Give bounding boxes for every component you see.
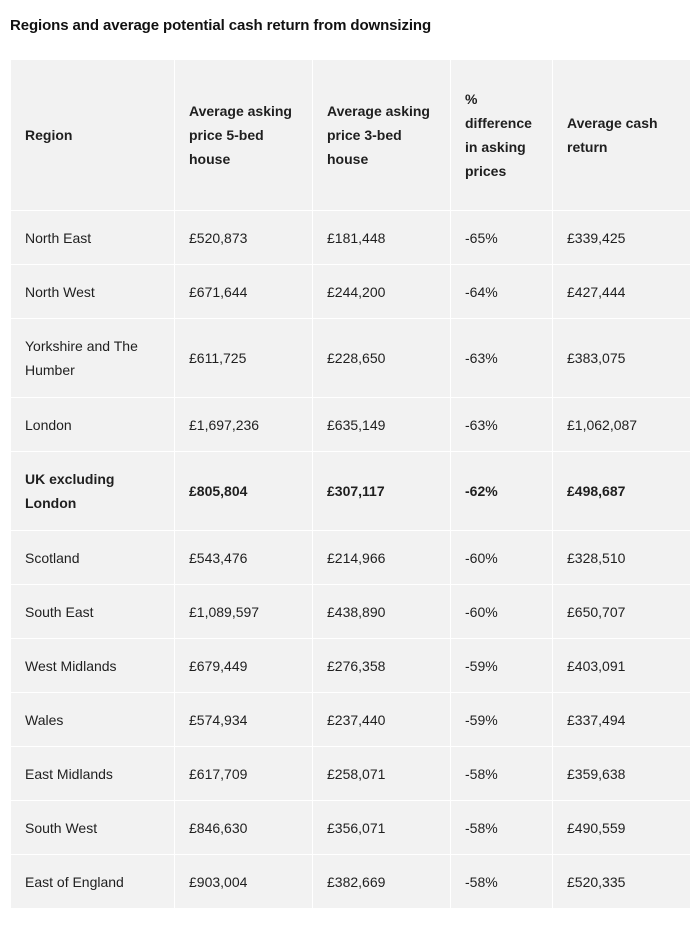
cell-percent-difference: -58% <box>451 801 553 855</box>
table-row-highlight <box>11 452 690 531</box>
table-row <box>11 693 690 747</box>
header-average-cash-return: Average cash return <box>553 60 690 211</box>
page-title: Regions and average potential cash return from downsizing <box>10 17 432 34</box>
cell-region: Scotland <box>11 531 175 585</box>
cell-percent-difference: -58% <box>451 747 553 801</box>
cell-region: South West <box>11 801 175 855</box>
cell-region: Wales <box>11 693 175 747</box>
cell-price-3-bed: £382,669 <box>313 855 451 908</box>
table-row <box>11 639 690 693</box>
header-region: Region <box>11 60 175 211</box>
table-row <box>11 265 690 319</box>
cell-price-5-bed: £671,644 <box>175 265 313 319</box>
cell-percent-difference: -62% <box>451 452 553 531</box>
cell-cash-return: £403,091 <box>553 639 690 693</box>
cell-price-3-bed: £356,071 <box>313 801 451 855</box>
cell-region: Yorkshire and The Humber <box>11 319 175 398</box>
cell-cash-return: £520,335 <box>567 873 626 890</box>
cell-price-5-bed: £543,476 <box>175 531 313 585</box>
cell-percent-difference: -64% <box>451 265 553 319</box>
cell-price-5-bed: £611,725 <box>175 319 313 398</box>
cell-region: West Midlands <box>11 639 175 693</box>
data-table <box>11 60 690 908</box>
cell-price-5-bed: £903,004 <box>175 855 313 908</box>
header-percent-difference: % difference in asking prices <box>451 60 553 211</box>
cell-percent-difference: -59% <box>451 639 553 693</box>
cell-price-3-bed: £635,149 <box>313 398 451 452</box>
cell-cash-return: £1,062,087 <box>553 398 690 452</box>
cell-price-5-bed: £1,697,236 <box>175 398 313 452</box>
cell-price-3-bed: £228,650 <box>313 319 451 398</box>
cell-price-3-bed: £307,117 <box>313 452 451 531</box>
table-row <box>11 211 690 265</box>
cell-percent-difference: -60% <box>451 585 553 639</box>
cell-cash-return: £359,638 <box>553 747 690 801</box>
table-row <box>11 398 690 452</box>
header-asking-price-3-bed: Average asking price 3-bed house <box>313 60 451 211</box>
table-row <box>11 801 690 855</box>
cell-region: London <box>11 398 175 452</box>
cell-percent-difference: -60% <box>451 531 553 585</box>
cell-price-3-bed: £438,890 <box>313 585 451 639</box>
cell-percent-difference: -63% <box>451 398 553 452</box>
cell-price-5-bed: £574,934 <box>175 693 313 747</box>
cell-region: North West <box>11 265 175 319</box>
cell-region: East Midlands <box>11 747 175 801</box>
cell-cash-return: £427,444 <box>553 265 690 319</box>
cell-price-5-bed: £617,709 <box>175 747 313 801</box>
cell-percent-difference: -58% <box>451 855 553 908</box>
cell-cash-return: £328,510 <box>553 531 690 585</box>
table-row <box>11 855 690 908</box>
cell-price-3-bed: £244,200 <box>313 265 451 319</box>
cell-price-5-bed: £520,873 <box>175 211 313 265</box>
cell-cash-return: £339,425 <box>553 211 690 265</box>
table-row <box>11 319 690 398</box>
cell-cash-return: £498,687 <box>553 452 690 531</box>
cell-region: East of England <box>11 855 175 908</box>
cell-price-5-bed: £679,449 <box>175 639 313 693</box>
table-row <box>11 747 690 801</box>
cell-price-5-bed: £1,089,597 <box>175 585 313 639</box>
cell-price-3-bed: £214,966 <box>313 531 451 585</box>
cell-price-3-bed: £237,440 <box>313 693 451 747</box>
cell-cash-return: £650,707 <box>553 585 690 639</box>
cell-region: South East <box>11 585 175 639</box>
cell-percent-difference: -63% <box>451 319 553 398</box>
cell-percent-difference: -59% <box>451 693 553 747</box>
cell-region: North East <box>11 211 175 265</box>
cell-cash-return: £383,075 <box>553 319 690 398</box>
cell-cash-return: £490,559 <box>553 801 690 855</box>
header-asking-price-5-bed: Average asking price 5-bed house <box>175 60 313 211</box>
cell-price-3-bed: £276,358 <box>313 639 451 693</box>
table-row <box>11 585 690 639</box>
table-row <box>11 531 690 585</box>
table-header-row <box>11 60 690 211</box>
cell-price-5-bed: £846,630 <box>175 801 313 855</box>
cell-cash-return: £337,494 <box>553 693 690 747</box>
cell-percent-difference: -65% <box>451 211 553 265</box>
cell-price-5-bed: £805,804 <box>175 452 313 531</box>
cell-region: UK excluding London <box>11 452 175 531</box>
cell-price-3-bed: £258,071 <box>313 747 451 801</box>
cell-price-3-bed: £181,448 <box>313 211 451 265</box>
